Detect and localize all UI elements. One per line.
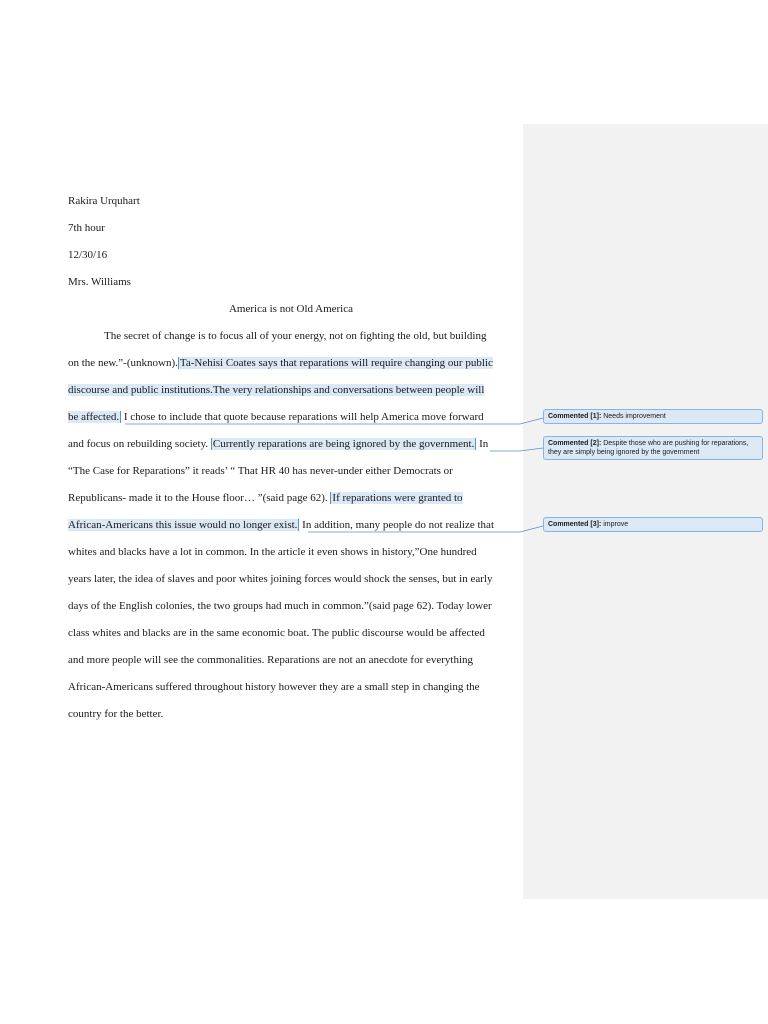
body-line-14: African-Americans suffered throughout history however they are a small step in changing the [68, 681, 480, 693]
body-text: and focus on rebuilding society. [68, 438, 211, 450]
commented-text-3[interactable]: If reparations were granted to [332, 492, 463, 504]
teacher-name: Mrs. Williams [68, 276, 131, 288]
comment-balloon-2[interactable] [543, 436, 763, 460]
body-line-6: “The Case for Reparations” it reads’ “ That HR 40 has never-under either Democrats or [68, 465, 453, 477]
comments-margin-panel [523, 124, 768, 899]
commented-text-3[interactable]: African-Americans this issue would no longer exist. [68, 519, 298, 531]
class-period: 7th hour [68, 222, 105, 234]
body-line-5 [68, 437, 488, 451]
essay-title: America is not Old America [228, 303, 354, 315]
body-text: In addition, many people do not realize that [299, 519, 495, 531]
body-line-7 [68, 491, 463, 505]
body-line-1: The secret of change is to focus all of your energy, not on fighting the old, but building [104, 330, 487, 342]
body-line-8 [68, 518, 494, 532]
commented-text-1[interactable]: Ta-Nehisi Coates says that reparations will require changing our public [179, 357, 493, 369]
comment-label: Commented [3]: [548, 521, 602, 528]
body-text: on the new.”-(unknown). [68, 357, 178, 369]
commented-text-1[interactable]: discourse and public institutions.The very relationships and conversations between people will [68, 384, 485, 396]
body-line-13: and more people will see the commonalities. Reparations are not an anecdote for everything [68, 654, 474, 666]
body-line-4 [68, 410, 484, 424]
body-text: Republicans- made it to the House floor… ”(said page 62). [68, 492, 331, 504]
comment-label: Commented [2]: [548, 440, 602, 447]
comment-balloon-1[interactable] [543, 409, 763, 424]
comment-text: Needs improvement [601, 413, 666, 420]
commented-text-1[interactable]: be affected. [68, 411, 120, 423]
comment-label: Commented [1]: [548, 413, 602, 420]
comment-text: improve [601, 521, 629, 528]
document-date: 12/30/16 [68, 249, 108, 261]
body-line-2 [68, 356, 493, 370]
comment-text: Despite those who are pushing for reparations, they are simply being ignored by the government [548, 440, 749, 456]
body-line-9: whites and blacks have a lot in common. In the article it even shows in history,”One hundred [68, 546, 477, 558]
body-text: I chose to include that quote because reparations will help America move forward [121, 411, 484, 423]
comment-balloon-3[interactable] [543, 517, 763, 532]
body-line-10: years later, the idea of slaves and poor whites joining forces would shock the senses, but in early [68, 573, 493, 585]
body-line-12: class whites and blacks are in the same economic boat. The public discourse would be affected [68, 627, 485, 639]
body-line-11: days of the English colonies, the two groups had much in common.”(said page 62). Today lower [68, 600, 492, 612]
body-text: In [476, 438, 489, 450]
body-line-15: country for the better. [68, 708, 164, 720]
commented-text-2[interactable]: Currently reparations are being ignored by the government. [212, 438, 475, 450]
body-line-3 [68, 383, 484, 397]
author-name: Rakira Urquhart [68, 195, 140, 207]
